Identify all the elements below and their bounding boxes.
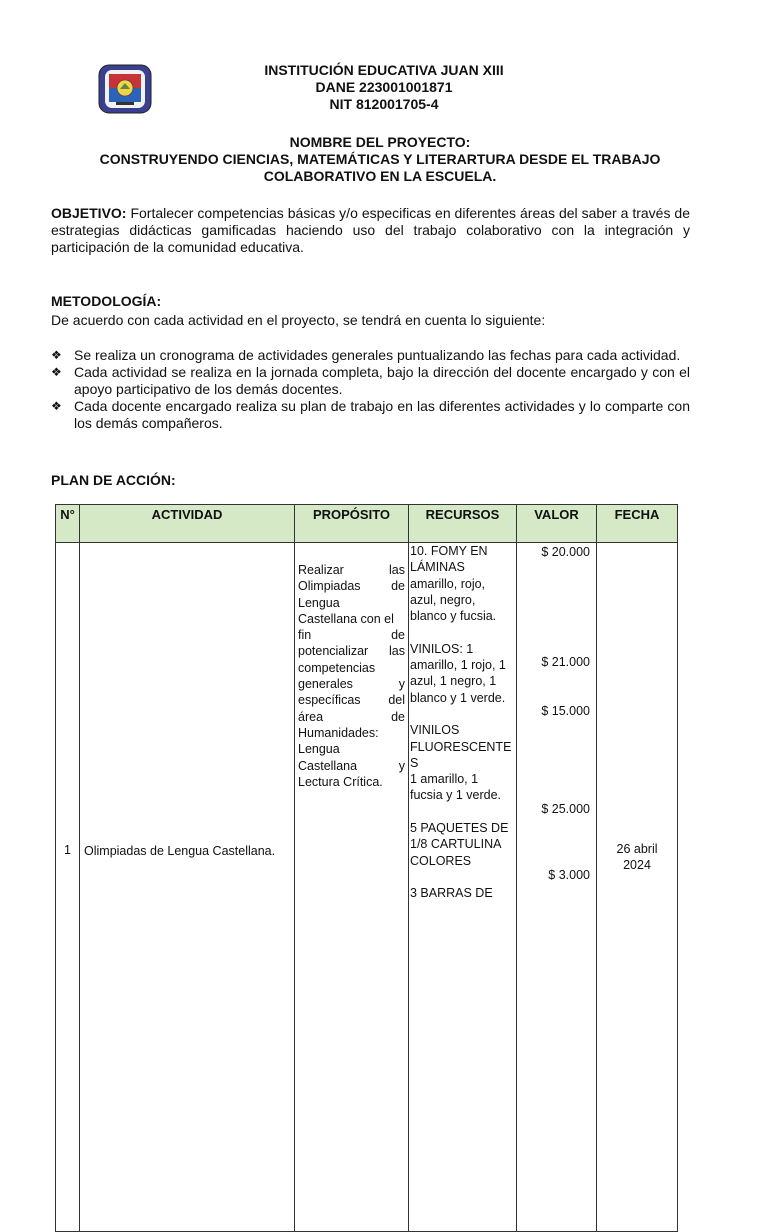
dane-code: DANE 223001001871 bbox=[315, 79, 453, 95]
header-date: FECHA bbox=[597, 505, 678, 543]
purpose-line: fin de bbox=[298, 628, 405, 643]
objective-paragraph bbox=[51, 205, 690, 256]
table-header-row bbox=[56, 505, 678, 543]
row-date bbox=[597, 543, 678, 1232]
row-activity: Olimpiadas de Lengua Castellana. bbox=[80, 543, 295, 1232]
objective-text: Fortalecer competencias básicas y/o especificas en diferentes áreas del saber a través de estrategias didácticas gamificadas haciendo uso del trabajo colaborativo con la integración y participación de la comunidad educativa. bbox=[51, 205, 690, 255]
diamond-bullet-icon: ❖ bbox=[51, 365, 62, 379]
purpose-line: Lengua bbox=[298, 742, 340, 757]
action-plan-table bbox=[55, 504, 678, 1232]
purpose-line: Humanidades: bbox=[298, 725, 379, 740]
header-number: N° bbox=[56, 505, 80, 543]
list-item: ❖ Cada actividad se realiza en la jornada completa, bajo la dirección del docente encargado y con el apoyo participativo de los demás docentes. bbox=[51, 364, 690, 397]
project-title-block bbox=[50, 134, 710, 185]
value-item: $ 3.000 bbox=[548, 868, 590, 882]
methodology-intro: De acuerdo con cada actividad en el proyecto, se tendrá en cuenta lo siguiente: bbox=[51, 312, 546, 328]
purpose-line: Lengua bbox=[298, 595, 340, 610]
purpose-line: Olimpiadas de bbox=[298, 579, 405, 594]
purpose-line: potencializar las bbox=[298, 644, 405, 659]
purpose-line: Castellana y bbox=[298, 758, 405, 773]
row-purpose bbox=[295, 543, 409, 1232]
purpose-line: área de bbox=[298, 709, 405, 724]
date-text: 26 abril 2024 bbox=[616, 842, 658, 872]
value-item: $ 20.000 bbox=[541, 545, 590, 559]
diamond-bullet-icon: ❖ bbox=[51, 348, 62, 362]
header-purpose: PROPÓSITO bbox=[295, 505, 409, 543]
project-label: NOMBRE DEL PROYECTO: bbox=[289, 134, 471, 150]
row-resources: 10. FOMY EN LÁMINAS amarillo, rojo, azul, negro, blanco y fucsia. VINILOS: 1 amarillo, 1 rojo, 1 azul, 1 negro, 1 blanco y 1 verde. VINILOS FLUORESCENTES 1 amarillo, 1 fucsia y 1 verde. 5 PAQUETES DE 1/8 CARTULINA COLORES 3 BARRAS DE bbox=[409, 543, 517, 1232]
purpose-line: Castellana con el bbox=[298, 611, 394, 626]
institution-name: INSTITUCIÓN EDUCATIVA JUAN XIII bbox=[264, 62, 504, 78]
purpose-line: generales y bbox=[298, 677, 405, 692]
row-number: 1 bbox=[56, 543, 80, 1232]
project-name-line-1: CONSTRUYENDO CIENCIAS, MATEMÁTICAS Y LITERARTURA DESDE EL TRABAJO bbox=[99, 151, 661, 167]
methodology-bullet-list bbox=[51, 347, 690, 432]
value-item: $ 25.000 bbox=[541, 802, 590, 816]
nit-code: NIT 812001705-4 bbox=[329, 96, 439, 112]
purpose-line: específicas del bbox=[298, 693, 405, 708]
header-activity: ACTIVIDAD bbox=[80, 505, 295, 543]
value-item: $ 21.000 bbox=[541, 655, 590, 669]
plan-title: PLAN DE ACCIÓN: bbox=[51, 472, 176, 488]
table-row bbox=[56, 543, 678, 1232]
row-values bbox=[517, 543, 597, 1232]
header-resources: RECURSOS bbox=[409, 505, 517, 543]
diamond-bullet-icon: ❖ bbox=[51, 399, 62, 413]
project-name-line-2: COLABORATIVO EN LA ESCUELA. bbox=[263, 168, 497, 184]
purpose-line: competencias bbox=[298, 660, 376, 675]
header-value: VALOR bbox=[517, 505, 597, 543]
value-item: $ 15.000 bbox=[541, 704, 590, 718]
list-item: ❖ Se realiza un cronograma de actividades generales puntualizando las fechas para cada actividad. bbox=[51, 347, 681, 363]
purpose-line: Lectura Crítica. bbox=[298, 774, 383, 789]
list-item: ❖ Cada docente encargado realiza su plan de trabajo en las diferentes actividades y lo comparte con los demás compañeros. bbox=[51, 398, 690, 431]
institution-header bbox=[0, 62, 768, 113]
objective-label: OBJETIVO: bbox=[51, 205, 127, 221]
purpose-line: Realizar las bbox=[298, 563, 405, 577]
methodology-title: METODOLOGÍA: bbox=[51, 293, 162, 309]
